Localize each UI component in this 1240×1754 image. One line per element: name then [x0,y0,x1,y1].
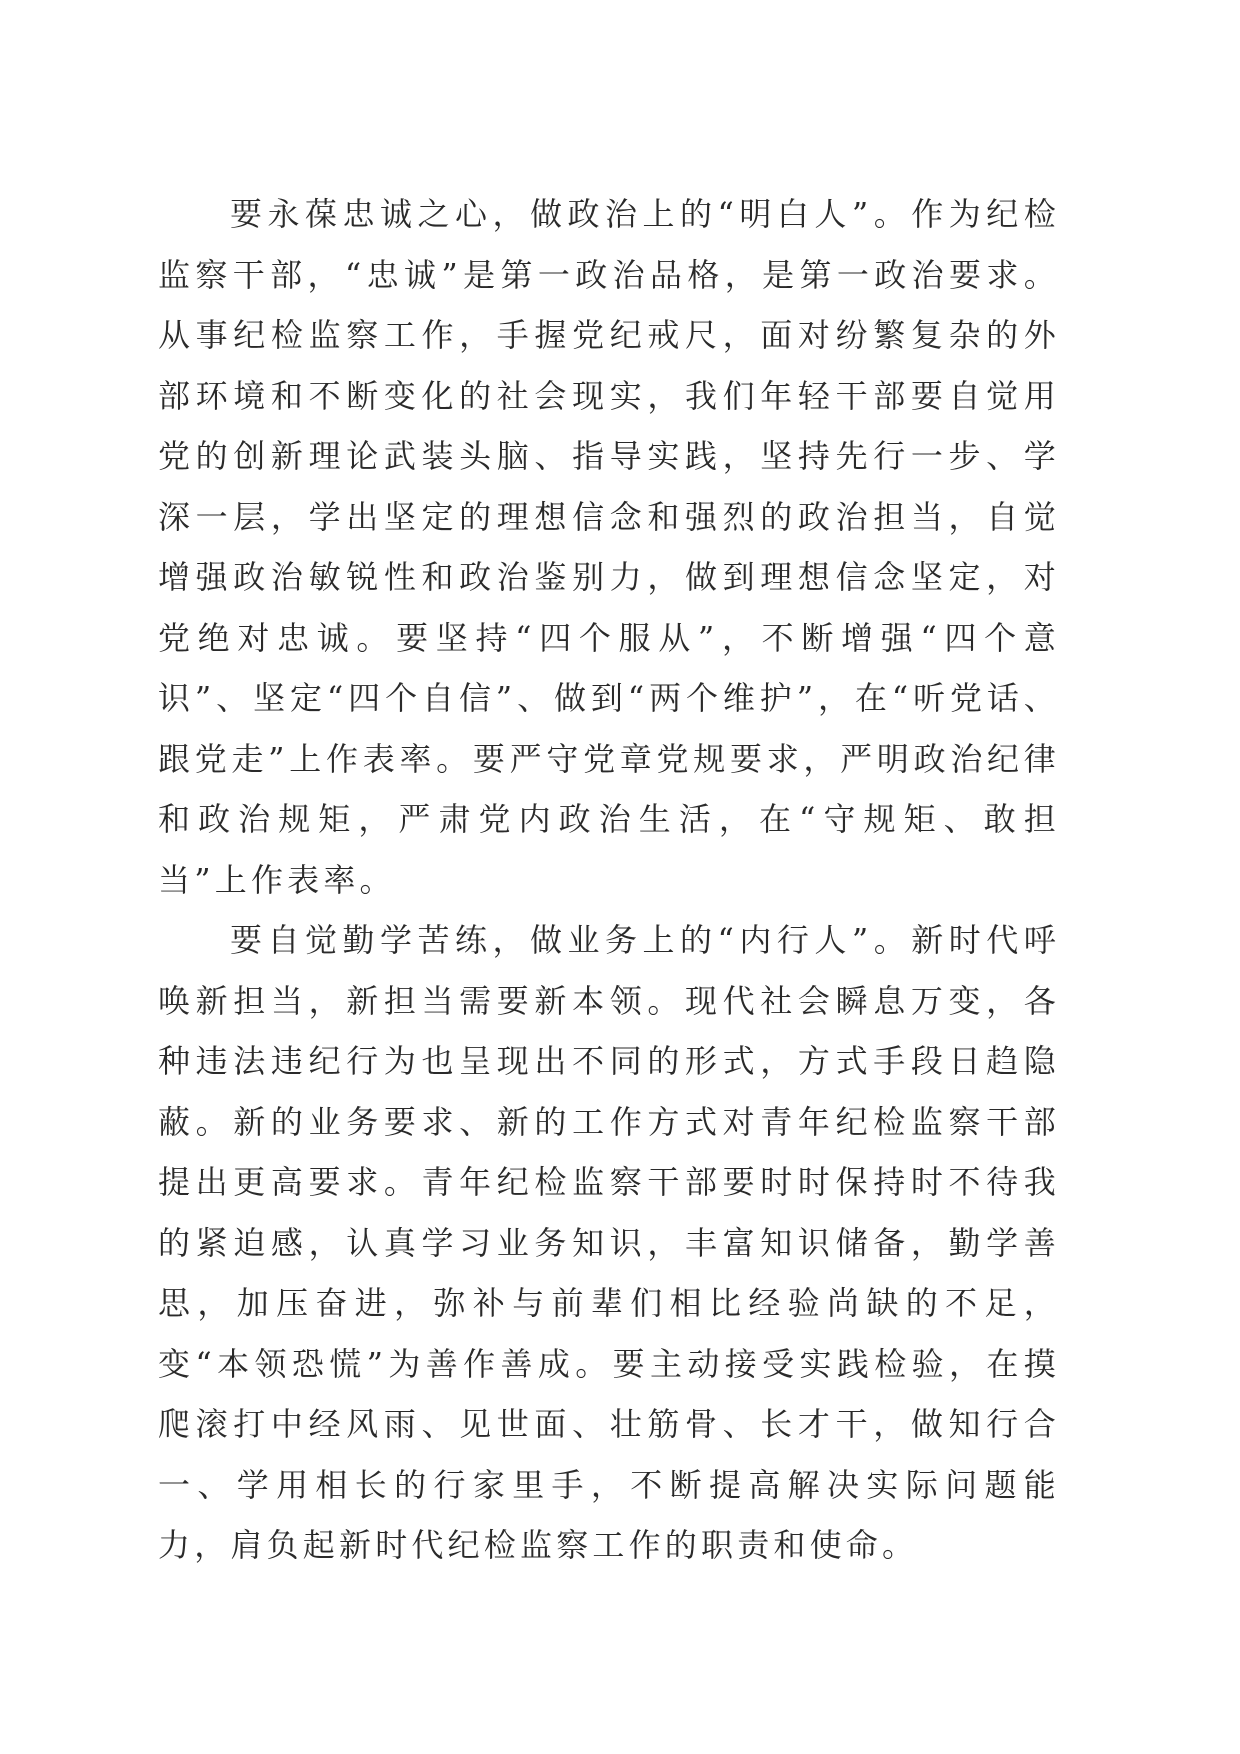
paragraph-professional-skills: 要自觉勤学苦练，做业务上的“内行人”。新时代呼唤新担当，新担当需要新本领。现代社会瞬息万变，各种违法违纪行为也呈现出不同的形式，方式手段日趋隐蔽。新的业务要求、新的工作方式对青年纪检监察干部提出更高要求。青年纪检监察干部要时时保持时不待我的紧迫感，认真学习业务知识，丰富知识储备，勤学善思，加压奋进，弥补与前辈们相比经验尚缺的不足，变“本领恐慌”为善作善成。要主动接受实践检验，在摸爬滚打中经风雨、见世面、壮筋骨、长才干，做知行合一、学用相长的行家里手，不断提高解决实际问题能力，肩负起新时代纪检监察工作的职责和使命。 [158,921,1060,1564]
paragraph-loyalty: 要永葆忠诚之心，做政治上的“明白人”。作为纪检监察干部，“忠诚”是第一政治品格，是第一政治要求。从事纪检监察工作，手握党纪戒尺，面对纷繁复杂的外部环境和不断变化的社会现实，我们年轻干部要自觉用党的创新理论武装头脑、指导实践，坚持先行一步、学深一层，学出坚定的理想信念和强烈的政治担当，自觉增强政治敏锐性和政治鉴别力，做到理想信念坚定，对党绝对忠诚。要坚持“四个服从”，不断增强“四个意识”、坚定“四个自信”、做到“两个维护”，在“听党话、跟党走”上作表率。要严守党章党规要求，严明政治纪律和政治规矩，严肃党内政治生活，在“守规矩、敢担当”上作表率。 [158,195,1060,899]
document-body [158,184,1060,1576]
